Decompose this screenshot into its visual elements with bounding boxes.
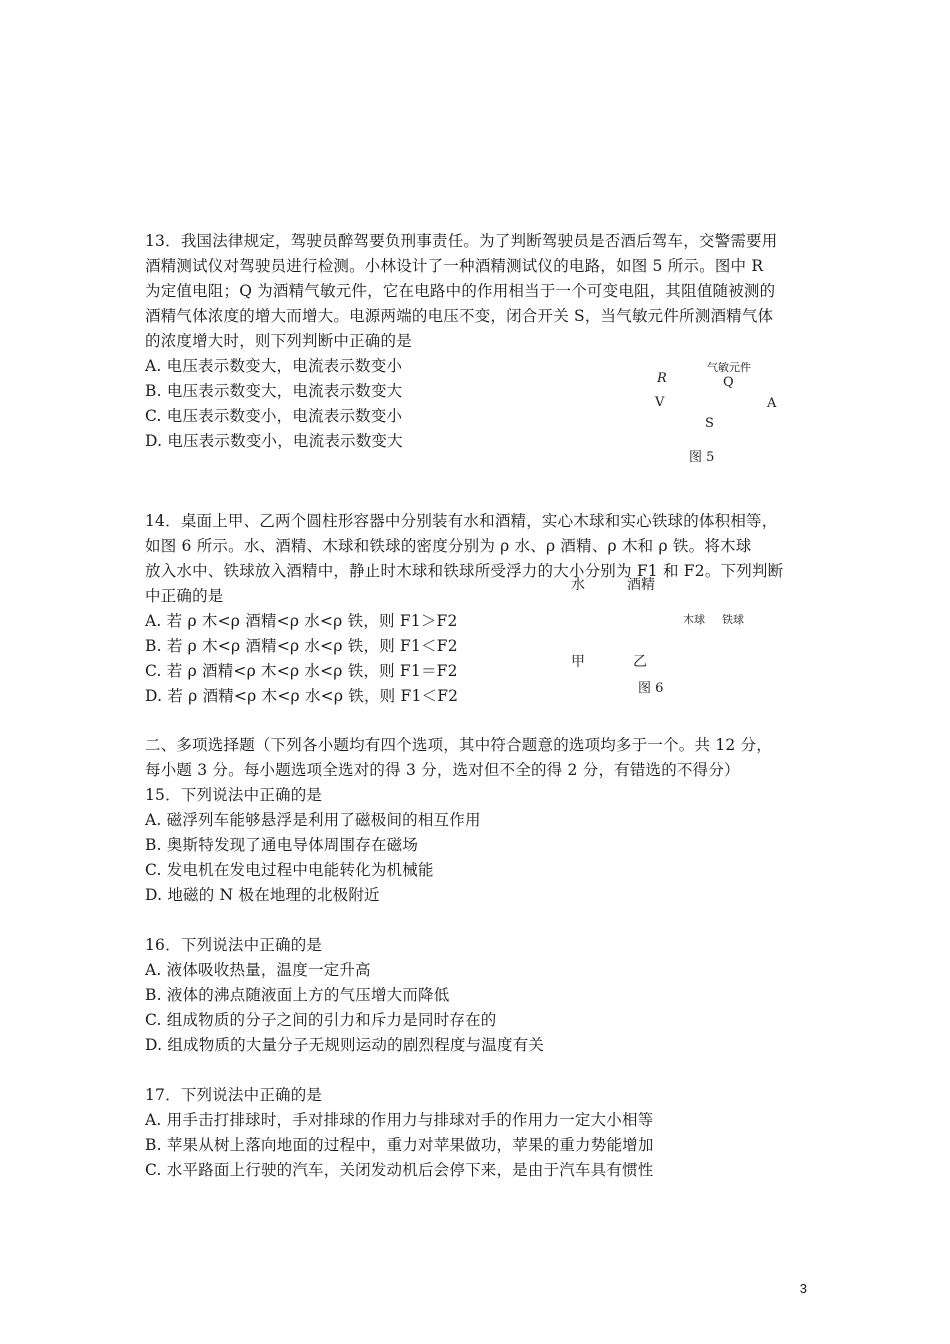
q13-option-c: C. 电压表示数变小，电流表示数变小 xyxy=(145,407,403,425)
q13-line-5: 的浓度增大时，则下列判断中正确的是 xyxy=(145,332,412,350)
fig5-caption: 图 5 xyxy=(689,450,715,465)
q14-option-c: C. 若 ρ 酒精<ρ 木<ρ 水<ρ 铁，则 F1＝F2 xyxy=(145,662,458,680)
q13-line-4: 酒精气体浓度的增大而增大。电源两端的电压不变，闭合开关 S，当气敏元件所测酒精气体 xyxy=(145,307,774,325)
q13-option-d: D. 电压表示数变小，电流表示数变大 xyxy=(145,432,403,450)
q16-option-a: A. 液体吸收热量，温度一定升高 xyxy=(145,961,371,979)
q16-option-b: B. 液体的沸点随液面上方的气压增大而降低 xyxy=(145,986,450,1004)
q14-line-3: 放入水中、铁球放入酒精中，静止时木球和铁球所受浮力的大小分别为 F1 和 F2。下列判断 xyxy=(145,562,784,580)
q16-stem: 16．下列说法中正确的是 xyxy=(145,936,323,954)
q13-option-a: A. 电压表示数变大，电流表示数变小 xyxy=(145,357,403,375)
fig5-v-label: V xyxy=(655,395,665,410)
q13-line-1: 13．我国法律规定，驾驶员醉驾要负刑事责任。为了判断驾驶员是否酒后驾车，交警需要用 xyxy=(145,232,778,250)
q14-option-b: B. 若 ρ 木<ρ 酒精<ρ 水<ρ 铁，则 F1＜F2 xyxy=(145,637,458,655)
q13-line-3: 为定值电阻；Q 为酒精气敏元件，它在电路中的作用相当于一个可变电阻，其阻值随被测的 xyxy=(145,282,776,300)
page-number: 3 xyxy=(799,1281,807,1296)
section2-line-2: 每小题 3 分。每小题选项全选对的得 3 分，选对但不全的得 2 分，有错选的不得分） xyxy=(145,761,740,779)
fig5-q-label: Q xyxy=(723,375,734,390)
fig5-a-label: A xyxy=(767,396,777,411)
fig5-r-label: R xyxy=(657,371,667,386)
fig6-yi-label: 乙 xyxy=(633,654,647,670)
q17-option-a: A. 用手击打排球时，手对排球的作用力与排球对手的作用力一定大小相等 xyxy=(145,1111,654,1129)
q14-line-4: 中正确的是 xyxy=(145,587,224,605)
q15-option-c: C. 发电机在发电过程中电能转化为机械能 xyxy=(145,861,434,879)
fig5-s-label: S xyxy=(705,416,714,431)
fig6-jia-label: 甲 xyxy=(571,654,585,670)
section2-line-1: 二、多项选择题（下列各小题均有四个选项，其中符合题意的选项均多于一个。共 12 分， xyxy=(145,736,772,754)
fig6-water-label: 水 xyxy=(571,577,585,593)
q14-line-2: 如图 6 所示。水、酒精、木球和铁球的密度分别为 ρ 水、ρ 酒精、ρ 木和 ρ 铁。将木球 xyxy=(145,537,752,555)
q14-option-a: A. 若 ρ 木<ρ 酒精<ρ 水<ρ 铁，则 F1＞F2 xyxy=(145,612,458,630)
fig6-caption: 图 6 xyxy=(638,681,664,696)
fig6-alcohol-label: 酒精 xyxy=(627,577,655,593)
q14-option-d: D. 若 ρ 酒精<ρ 木<ρ 水<ρ 铁，则 F1＜F2 xyxy=(145,687,459,705)
fig6-iron-ball-label: 铁球 xyxy=(722,613,744,626)
q17-option-b: B. 苹果从树上落向地面的过程中，重力对苹果做功，苹果的重力势能增加 xyxy=(145,1136,654,1154)
q15-option-a: A. 磁浮列车能够悬浮是利用了磁极间的相互作用 xyxy=(145,811,481,829)
q15-option-b: B. 奥斯特发现了通电导体周围存在磁场 xyxy=(145,836,419,854)
q15-option-d: D. 地磁的 N 极在地理的北极附近 xyxy=(145,886,380,904)
q16-option-c: C. 组成物质的分子之间的引力和斥力是同时存在的 xyxy=(145,1011,497,1029)
q17-stem: 17．下列说法中正确的是 xyxy=(145,1086,323,1104)
q13-option-b: B. 电压表示数变大，电流表示数变大 xyxy=(145,382,403,400)
fig5-sensor-label: 气敏元件 xyxy=(707,361,751,374)
q16-option-d: D. 组成物质的大量分子无规则运动的剧烈程度与温度有关 xyxy=(145,1036,545,1054)
q14-line-1: 14．桌面上甲、乙两个圆柱形容器中分别装有水和酒精，实心木球和实心铁球的体积相等， xyxy=(145,512,778,530)
q15-stem: 15．下列说法中正确的是 xyxy=(145,786,323,804)
q13-line-2: 酒精测试仪对驾驶员进行检测。小林设计了一种酒精测试仪的电路，如图 5 所示。图中 R xyxy=(145,257,764,275)
fig6-wood-ball-label: 木球 xyxy=(683,613,705,626)
q17-option-c: C. 水平路面上行驶的汽车，关闭发动机后会停下来，是由于汽车具有惯性 xyxy=(145,1161,654,1179)
